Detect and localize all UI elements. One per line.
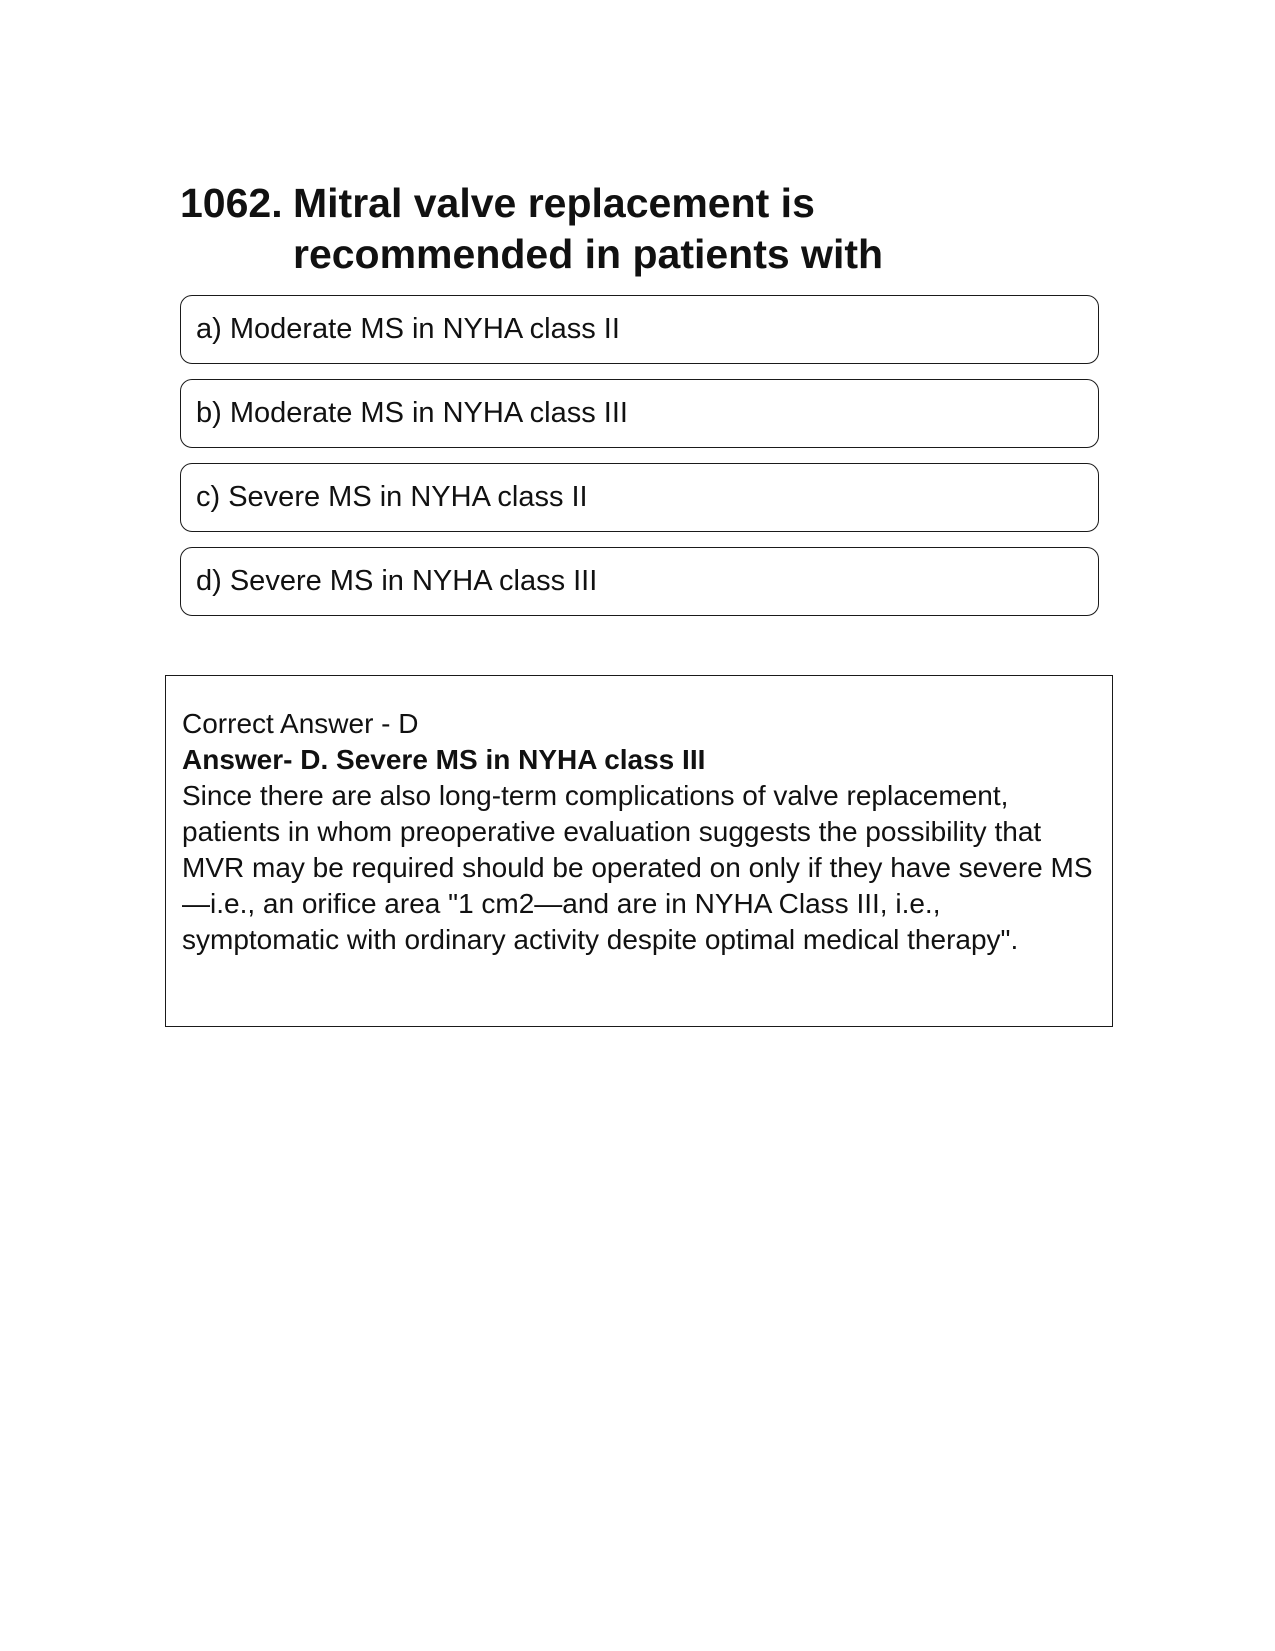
correct-answer-line: Correct Answer - D [182,708,419,739]
option-b[interactable]: b) Moderate MS in NYHA class III [180,379,1099,448]
question-number: 1062. [180,180,283,226]
option-d[interactable]: d) Severe MS in NYHA class III [180,547,1099,616]
answer-explanation: Since there are also long-term complications of valve replacement, patients in whom preoperative evaluation suggests the possibility that MVR may be required should be operated on only if they have severe MS—i.e., an orifice area "1 cm2—and are in NYHA Class III, i.e., symptomatic with ordinary activity despite optimal medical therapy". [182,780,1093,955]
question-text: Mitral valve replacement is recommended in patients with [293,180,884,277]
answer-box [165,675,1113,1027]
options-list [180,295,1099,631]
option-a[interactable]: a) Moderate MS in NYHA class II [180,295,1099,364]
answer-heading: Answer- D. Severe MS in NYHA class III [182,744,706,775]
option-c[interactable]: c) Severe MS in NYHA class II [180,463,1099,532]
question [180,178,1110,280]
